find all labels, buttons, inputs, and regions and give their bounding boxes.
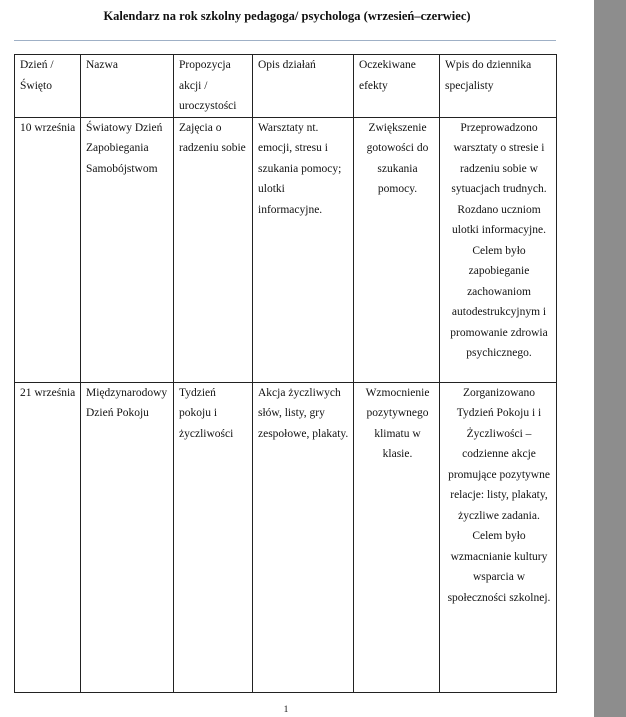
cell-journal: Przeprowadzono warsztaty o stresie i radzeniu sobie w sytuacjach trudnych. Rozdano uczniom ulotki informacyjne. Celem było zapobieganie zachowaniom autodestrukcyjnym i promowanie zdrowia psychicznego.: [440, 117, 557, 382]
table-header-row: [15, 55, 557, 118]
title-divider: [14, 40, 556, 41]
cell-name: Międzynarodowy Dzień Pokoju: [81, 382, 174, 692]
header-cell-description: Opis działań: [253, 55, 354, 118]
header-cell-day: Dzień / Święto: [15, 55, 81, 118]
cell-proposal: Tydzień pokoju i życzliwości: [174, 382, 253, 692]
header-cell-effects: Oczekiwane efekty: [354, 55, 440, 118]
cell-day: 21 września: [15, 382, 81, 692]
header-cell-proposal: Propozycja akcji / uroczystości: [174, 55, 253, 118]
window-scrollbar-strip[interactable]: [594, 0, 626, 717]
cell-description: Warsztaty nt. emocji, stresu i szukania pomocy; ulotki informacyjne.: [253, 117, 354, 382]
header-cell-journal: Wpis do dziennika specjalisty: [440, 55, 557, 118]
cell-day: 10 września: [15, 117, 81, 382]
cell-journal: Zorganizowano Tydzień Pokoju i i Życzliwości – codzienne akcje promujące pozytywne relacje: listy, plakaty, życzliwe zadania. Celem było wzmacnianie kultury wsparcia w społeczności szkolnej.: [440, 382, 557, 692]
document-title: Kalendarz na rok szkolny pedagoga/ psychologa (wrzesień–czerwiec): [103, 9, 471, 23]
table-row: [15, 117, 557, 382]
cell-name: Światowy Dzień Zapobiegania Samobójstwom: [81, 117, 174, 382]
cell-description: Akcja życzliwych słów, listy, gry zespołowe, plakaty.: [253, 382, 354, 692]
cell-effects: Wzmocnienie pozytywnego klimatu w klasie.: [354, 382, 440, 692]
cell-effects: Zwiększenie gotowości do szukania pomocy.: [354, 117, 440, 382]
page-number: 1: [283, 705, 289, 715]
header-cell-name: Nazwa: [81, 55, 174, 118]
calendar-table: [14, 54, 557, 693]
cell-proposal: Zajęcia o radzeniu sobie: [174, 117, 253, 382]
table-row: [15, 382, 557, 692]
